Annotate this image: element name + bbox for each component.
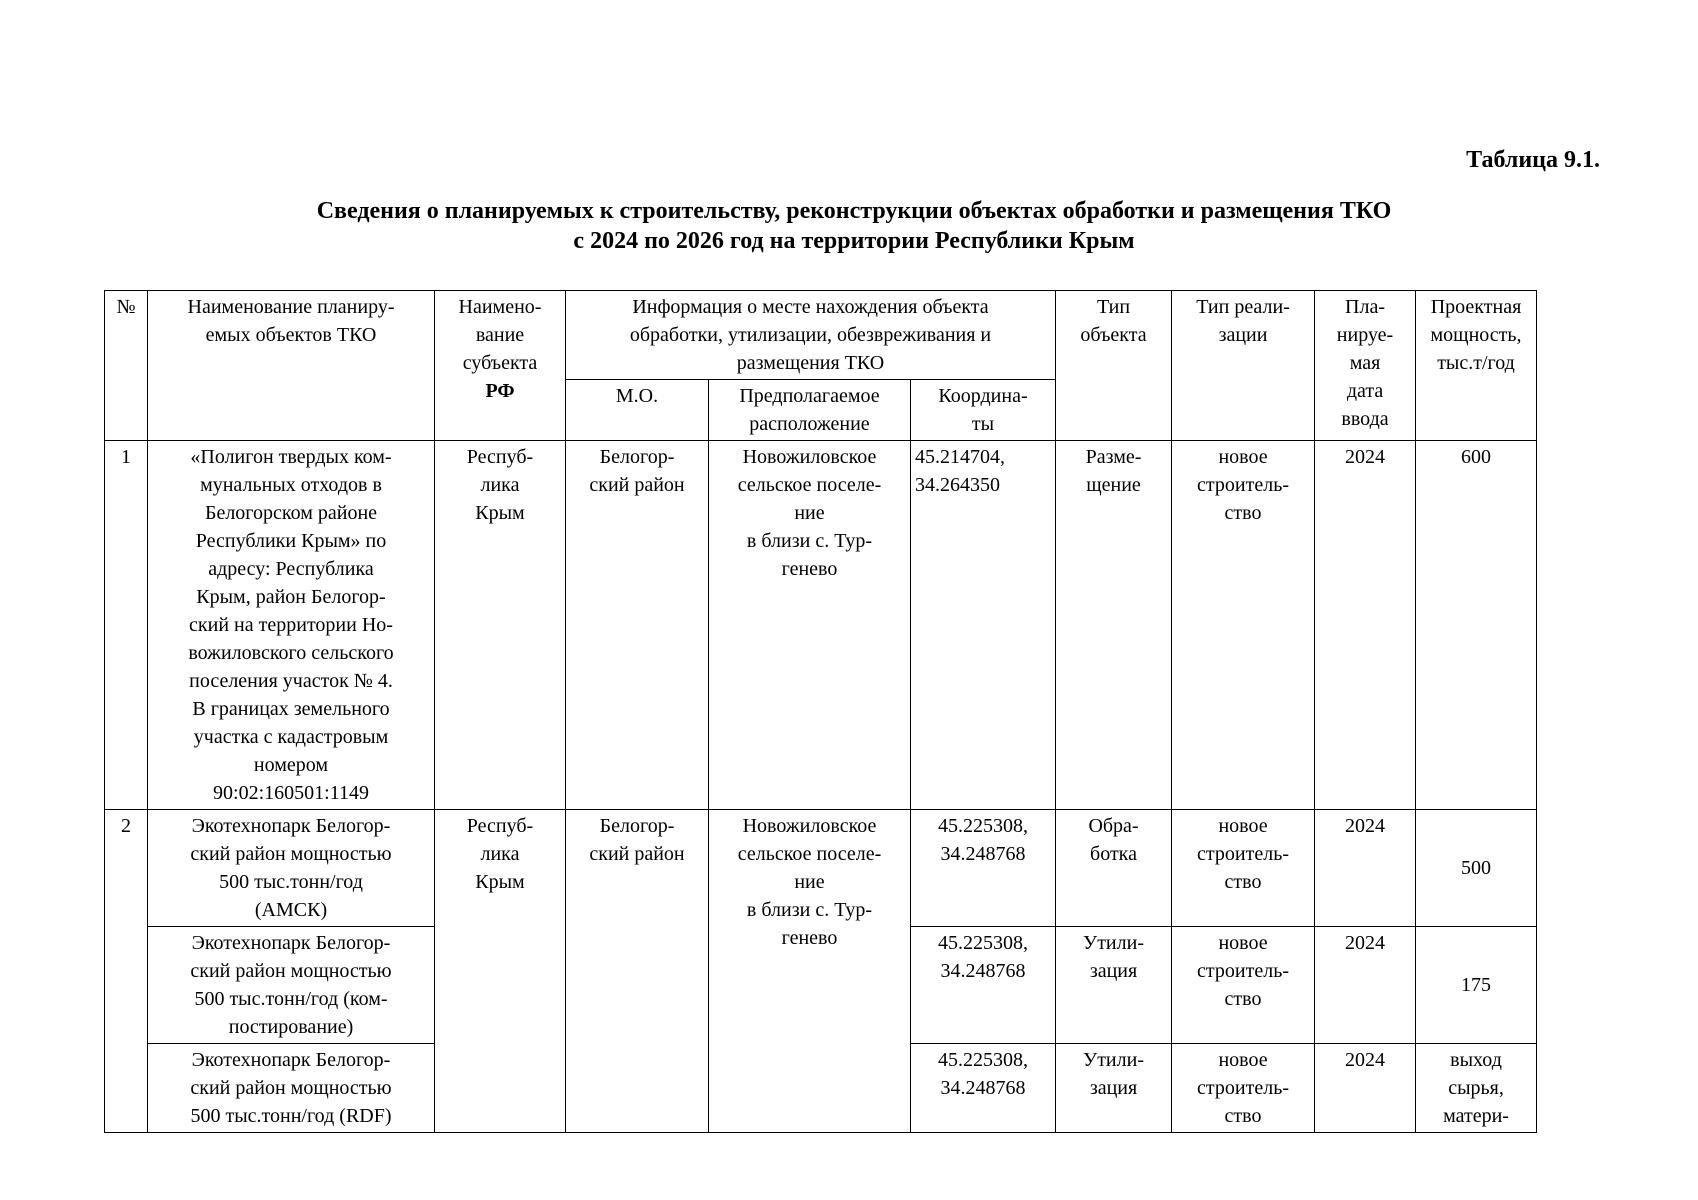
row-coords: 45.214704, 34.264350 bbox=[911, 441, 1056, 810]
row-coords: 45.225308, 34.248768 bbox=[911, 1044, 1056, 1133]
table-row bbox=[105, 810, 1537, 927]
row-name: Экотехнопарк Белогор- ский район мощностью 500 тыс.тонн/год (RDF) bbox=[148, 1044, 435, 1133]
header-subject-text: Наимено- вание субъекта bbox=[458, 296, 542, 374]
row-mo: Белогор- ский район bbox=[566, 441, 709, 810]
row-subject: Респуб- лика Крым bbox=[435, 441, 566, 810]
document-title bbox=[104, 196, 1604, 256]
row-place: Новожиловское сельское поселе- ние в близи с. Тур- генево bbox=[709, 810, 911, 1133]
row-date: 2024 bbox=[1315, 927, 1416, 1044]
header-place: Предполагаемое расположение bbox=[709, 380, 911, 441]
header-row-1 bbox=[105, 291, 1537, 380]
row-coords: 45.225308, 34.248768 bbox=[911, 927, 1056, 1044]
row-capacity: 600 bbox=[1416, 441, 1537, 810]
header-capacity: Проектная мощность, тыс.т/год bbox=[1416, 291, 1537, 441]
header-name: Наименование планиру- емых объектов ТКО bbox=[148, 291, 435, 441]
row-type: Обра- ботка bbox=[1056, 810, 1172, 927]
objects-table bbox=[104, 290, 1537, 1133]
row-num: 2 bbox=[105, 810, 148, 1133]
header-coords: Координа- ты bbox=[911, 380, 1056, 441]
row-name: Экотехнопарк Белогор- ский район мощностью 500 тыс.тонн/год (ком- постирование) bbox=[148, 927, 435, 1044]
header-location-group: Информация о месте нахождения объекта обработки, утилизации, обезвреживания и размещения ТКО bbox=[566, 291, 1056, 380]
row-name: «Полигон твердых ком- мунальных отходов в Белогорском районе Республики Крым» по адресу: Республика Крым, район Белогор- ский на территории Но- вожиловского сельского поселения участок № 4. В границах земельного участка с кадастровым номером 90:02:160501:1149 bbox=[148, 441, 435, 810]
row-date: 2024 bbox=[1315, 1044, 1416, 1133]
row-date: 2024 bbox=[1315, 810, 1416, 927]
header-subject-rf: РФ bbox=[485, 380, 515, 402]
row-place: Новожиловское сельское поселе- ние в близи с. Тур- генево bbox=[709, 441, 911, 810]
header-mo: М.О. bbox=[566, 380, 709, 441]
row-impl: новое строитель- ство bbox=[1172, 441, 1315, 810]
row-type: Утили- зация bbox=[1056, 1044, 1172, 1133]
row-type: Разме- щение bbox=[1056, 441, 1172, 810]
row-type: Утили- зация bbox=[1056, 927, 1172, 1044]
table-label: Таблица 9.1. bbox=[1466, 147, 1600, 173]
table-row bbox=[105, 441, 1537, 810]
header-date: Пла- нируе- мая дата ввода bbox=[1315, 291, 1416, 441]
title-line-2: с 2024 по 2026 год на территории Республики Крым bbox=[573, 228, 1135, 254]
header-subject bbox=[435, 291, 566, 441]
row-impl: новое строитель- ство bbox=[1172, 1044, 1315, 1133]
row-capacity: 500 bbox=[1416, 810, 1537, 927]
row-subject: Респуб- лика Крым bbox=[435, 810, 566, 1133]
row-date: 2024 bbox=[1315, 441, 1416, 810]
title-line-1: Сведения о планируемых к строительству, реконструкции объектах обработки и размещения ТКО bbox=[316, 198, 1392, 224]
header-type: Тип объекта bbox=[1056, 291, 1172, 441]
row-impl: новое строитель- ство bbox=[1172, 927, 1315, 1044]
row-name: Экотехнопарк Белогор- ский район мощностью 500 тыс.тонн/год (АМСК) bbox=[148, 810, 435, 927]
header-impl: Тип реали- зации bbox=[1172, 291, 1315, 441]
row-mo: Белогор- ский район bbox=[566, 810, 709, 1133]
row-impl: новое строитель- ство bbox=[1172, 810, 1315, 927]
row-coords: 45.225308, 34.248768 bbox=[911, 810, 1056, 927]
row-num: 1 bbox=[105, 441, 148, 810]
row-capacity: 175 bbox=[1416, 927, 1537, 1044]
header-num: № bbox=[105, 291, 148, 441]
row-capacity: выход сырья, матери- bbox=[1416, 1044, 1537, 1133]
